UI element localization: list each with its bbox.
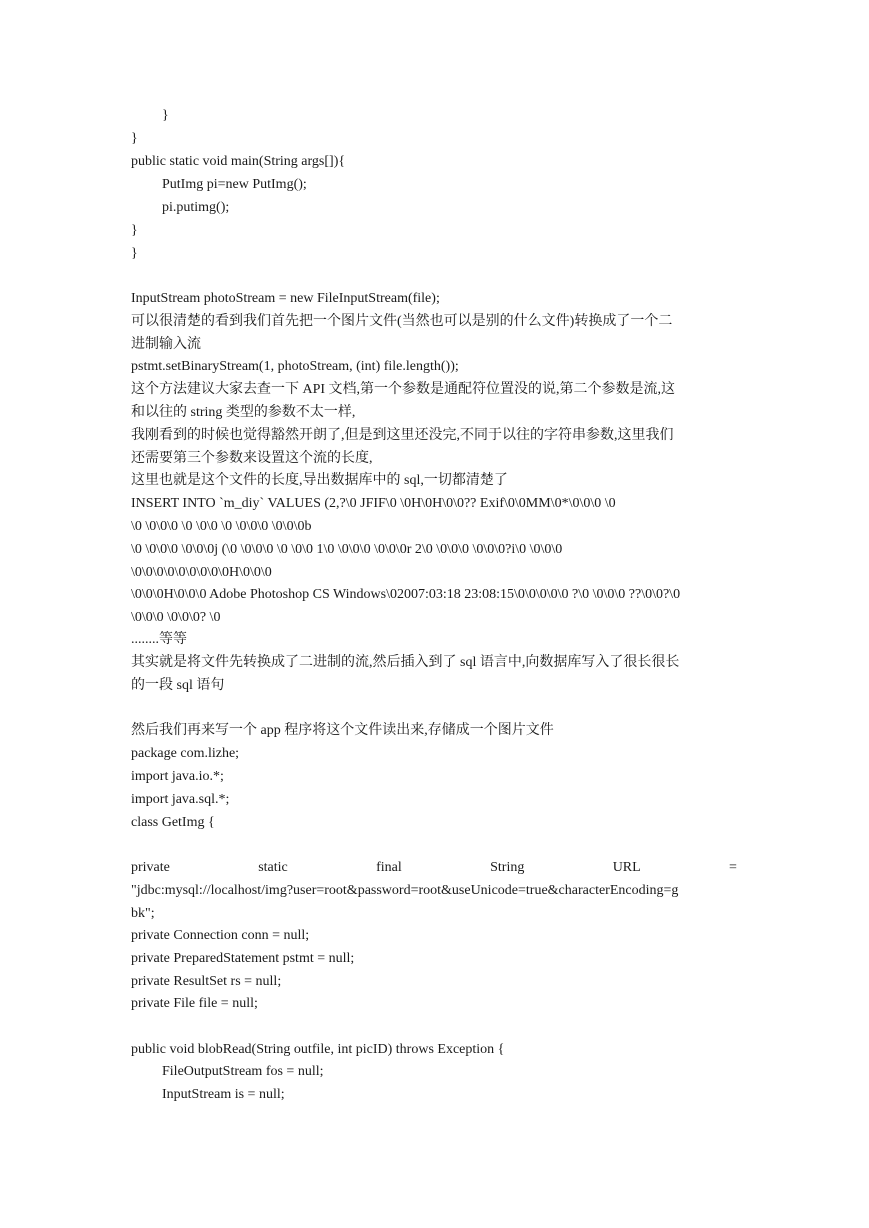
sql-line: INSERT INTO `m_diy` VALUES (2,?\0 JFIF\0 \0H\0H\0\0?? Exif\0\0MM\0*\0\0\0 \0	[131, 496, 616, 511]
code-line: InputStream photoStream = new FileInputStream(file);	[131, 291, 440, 306]
code-line: FileOutputStream fos = null;	[162, 1064, 324, 1079]
paragraph-line: 然后我们再来写一个 app 程序将这个文件读出来,存储成一个图片文件	[131, 723, 554, 738]
code-line: bk";	[131, 906, 155, 921]
paragraph-line: 这个方法建议大家去查一下 API 文档,第一个参数是通配符位置没的说,第二个参数是流,这	[131, 382, 676, 397]
code-line: }	[131, 131, 138, 146]
paragraph-line: 其实就是将文件先转换成了二进制的流,然后插入到了 sql 语言中,向数据库写入了很长很长	[131, 655, 680, 670]
code-line: import java.io.*;	[131, 769, 224, 784]
code-line: }	[162, 108, 169, 123]
sql-line: \0\0\0H\0\0\0 Adobe Photoshop CS Windows\02007:03:18 23:08:15\0\0\0\0\0 ?\0 \0\0\0 ??\0\0?\0	[131, 587, 681, 602]
code-token: static	[258, 860, 288, 875]
code-line: private File file = null;	[131, 996, 258, 1011]
code-line: package com.lizhe;	[131, 746, 240, 761]
paragraph-line: 进制输入流	[131, 337, 201, 352]
code-token: String	[490, 860, 525, 875]
code-line: class GetImg {	[131, 815, 215, 830]
code-token: URL	[612, 860, 641, 875]
code-line: pi.putimg();	[162, 200, 230, 215]
code-line: public static void main(String args[]){	[131, 154, 346, 169]
paragraph-line: 可以很清楚的看到我们首先把一个图片文件(当然也可以是别的什么文件)转换成了一个二	[131, 314, 673, 329]
paragraph-line: 和以往的 string 类型的参数不太一样,	[131, 405, 356, 420]
sql-line: \0 \0\0\0 \0 \0\0 \0 \0\0\0 \0\0\0b	[131, 519, 312, 534]
url-declaration-line	[131, 858, 737, 878]
paragraph-line: 我刚看到的时候也觉得豁然开朗了,但是到这里还没完,不同于以往的字符串参数,这里我们	[131, 428, 674, 443]
code-line: "jdbc:mysql://localhost/img?user=root&password=root&useUnicode=true&characterEncoding=g	[131, 883, 679, 898]
code-line: InputStream is = null;	[162, 1087, 285, 1102]
code-token: =	[729, 860, 737, 875]
code-token: private	[131, 860, 170, 875]
code-line: import java.sql.*;	[131, 792, 230, 807]
paragraph-line: 这里也就是这个文件的长度,导出数据库中的 sql,一切都清楚了	[131, 473, 508, 488]
sql-line: \0\0\0 \0\0\0? \0	[131, 610, 221, 625]
code-line: private Connection conn = null;	[131, 928, 310, 943]
paragraph-line: 的一段 sql 语句	[131, 678, 225, 693]
code-line: public void blobRead(String outfile, int picID) throws Exception {	[131, 1042, 505, 1057]
sql-line: \0\0\0\0\0\0\0\0\0H\0\0\0	[131, 565, 272, 580]
code-line: }	[131, 246, 138, 261]
code-line: }	[131, 223, 138, 238]
code-line: pstmt.setBinaryStream(1, photoStream, (int) file.length());	[131, 359, 459, 374]
sql-line: \0 \0\0\0 \0\0\0j (\0 \0\0\0 \0 \0\0 1\0 \0\0\0 \0\0\0r 2\0 \0\0\0 \0\0\0?i\0 \0\0\0	[131, 542, 563, 557]
paragraph-line: ........等等	[131, 632, 187, 647]
code-line: private PreparedStatement pstmt = null;	[131, 951, 355, 966]
paragraph-line: 还需要第三个参数来设置这个流的长度,	[131, 451, 373, 466]
code-line: PutImg pi=new PutImg();	[162, 177, 307, 192]
code-token: final	[376, 860, 402, 875]
code-line: private ResultSet rs = null;	[131, 974, 282, 989]
